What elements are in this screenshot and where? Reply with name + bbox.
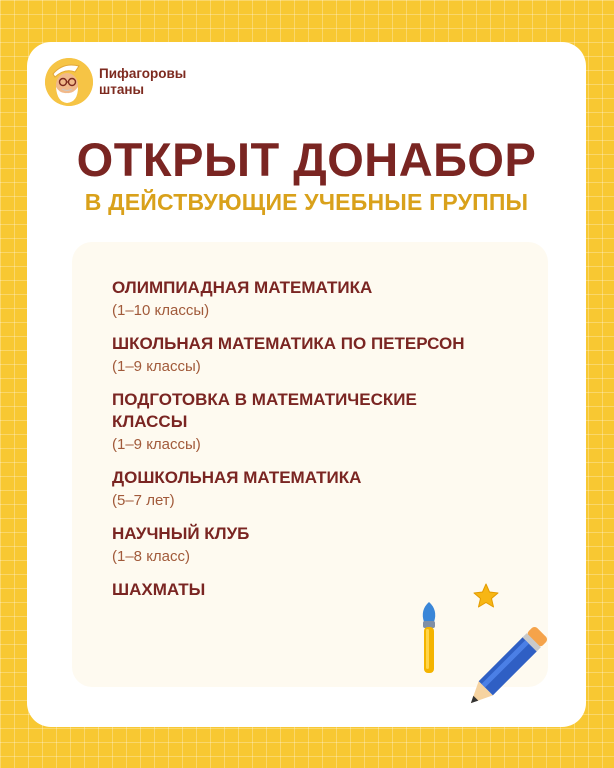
program-name: ШКОЛЬНАЯ МАТЕМАТИКА ПО ПЕТЕРСОН xyxy=(112,334,465,353)
program-grades: (1–9 классы) xyxy=(112,436,201,453)
brand-name-line-1: Пифагоровы xyxy=(99,66,187,81)
page-subtitle: В ДЕЙСТВУЮЩИЕ УЧЕБНЫЕ ГРУППЫ xyxy=(84,189,529,215)
program-item xyxy=(112,579,512,601)
poster-card xyxy=(27,42,586,727)
programs-list xyxy=(112,277,512,613)
program-item xyxy=(112,523,512,567)
paintbrush-icon xyxy=(412,600,446,678)
programs-panel xyxy=(72,242,548,687)
program-name: ДОШКОЛЬНАЯ МАТЕМАТИКА xyxy=(112,468,362,487)
program-item xyxy=(112,389,512,455)
program-name: НАУЧНЫЙ КЛУБ xyxy=(112,524,250,543)
program-item xyxy=(112,467,512,511)
program-item xyxy=(112,277,512,321)
program-name: ОЛИМПИАДНАЯ МАТЕМАТИКА xyxy=(112,278,373,297)
program-grades: (5–7 лет) xyxy=(112,492,175,509)
program-item xyxy=(112,333,512,377)
program-name: ШАХМАТЫ xyxy=(112,580,206,599)
page-title: ОТКРЫТ ДОНАБОР xyxy=(76,133,537,186)
program-grades: (1–10 классы) xyxy=(112,302,210,319)
program-grades: (1–9 классы) xyxy=(112,358,201,375)
pencil-icon xyxy=(452,622,552,722)
program-name: ПОДГОТОВКА В МАТЕМАТИЧЕСКИЕ КЛАССЫ xyxy=(112,390,417,431)
brand-logo[interactable] xyxy=(45,58,186,106)
brand-name xyxy=(99,66,186,98)
pythagoras-face-icon xyxy=(45,58,93,106)
brand-name-line-2: штаны xyxy=(99,82,145,97)
program-grades: (1–8 класс) xyxy=(112,548,191,565)
star-icon xyxy=(472,582,500,610)
